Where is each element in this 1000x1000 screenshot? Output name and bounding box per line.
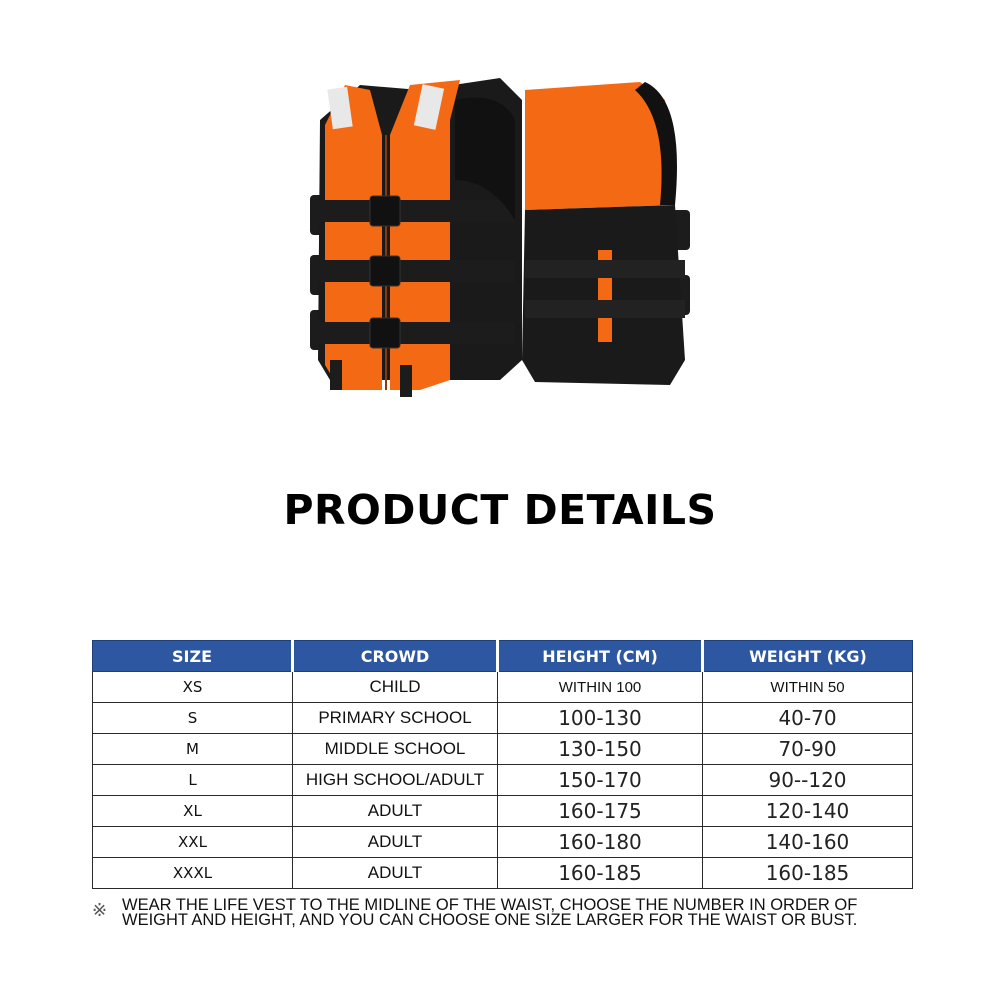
height-cell: 150-170 (498, 765, 703, 796)
height-cell: 160-175 (498, 796, 703, 827)
crowd-cell: HIGH SCHOOL/ADULT (293, 765, 498, 796)
weight-cell: 140-160 (703, 827, 913, 858)
size-chart-table (92, 640, 913, 889)
height-cell: 160-185 (498, 858, 703, 889)
reference-mark-icon: ※ (92, 900, 108, 921)
sizing-note-text: WEAR THE LIFE VEST TO THE MIDLINE OF THE WAIST, CHOOSE THE NUMBER IN ORDER OF WEIGHT AND HEIGHT, AND YOU CAN CHOOSE ONE SIZE LARGER FOR THE WAIST OR BUST. (122, 896, 858, 929)
crowd-cell: CHILD (293, 672, 498, 703)
life-vest-photo (300, 60, 700, 420)
table-row (93, 858, 913, 889)
vest-front (310, 78, 522, 397)
crowd-cell: MIDDLE SCHOOL (293, 734, 498, 765)
weight-cell: 40-70 (703, 703, 913, 734)
table-row (93, 672, 913, 703)
table-row (93, 703, 913, 734)
crowd-cell: ADULT (293, 827, 498, 858)
weight-cell: WITHIN 50 (703, 672, 913, 703)
size-cell: XS (93, 672, 293, 703)
crowd-cell: PRIMARY SCHOOL (293, 703, 498, 734)
height-cell: 130-150 (498, 734, 703, 765)
height-cell: 100-130 (498, 703, 703, 734)
table-row (93, 765, 913, 796)
size-cell: XXL (93, 827, 293, 858)
header-height: HEIGHT (CM) (498, 641, 703, 672)
crowd-cell: ADULT (293, 858, 498, 889)
table-header-row (93, 641, 913, 672)
weight-cell: 160-185 (703, 858, 913, 889)
header-size: SIZE (93, 641, 293, 672)
table-row (93, 734, 913, 765)
size-cell: S (93, 703, 293, 734)
vest-back (522, 82, 690, 385)
height-cell: 160-180 (498, 827, 703, 858)
weight-cell: 90--120 (703, 765, 913, 796)
table-row (93, 796, 913, 827)
size-cell: XXXL (93, 858, 293, 889)
size-cell: XL (93, 796, 293, 827)
size-cell: L (93, 765, 293, 796)
height-cell: WITHIN 100 (498, 672, 703, 703)
crowd-cell: ADULT (293, 796, 498, 827)
weight-cell: 70-90 (703, 734, 913, 765)
weight-cell: 120-140 (703, 796, 913, 827)
header-weight: WEIGHT (KG) (703, 641, 913, 672)
table-row (93, 827, 913, 858)
size-cell: M (93, 734, 293, 765)
header-crowd: CROWD (293, 641, 498, 672)
page-title: PRODUCT DETAILS (283, 486, 717, 534)
